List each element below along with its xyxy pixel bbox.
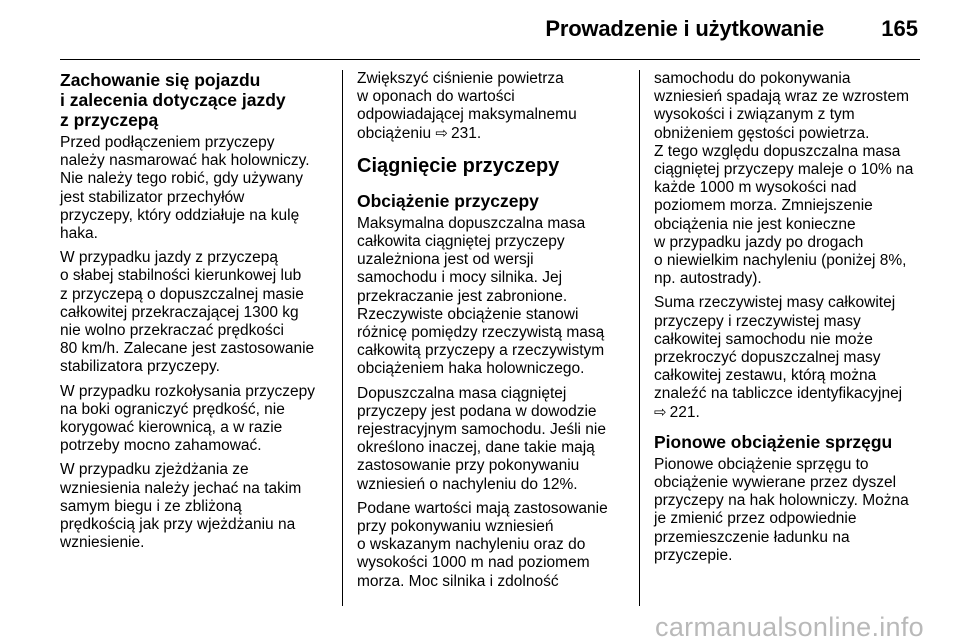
paragraph	[654, 294, 922, 421]
paragraph	[357, 500, 625, 591]
text-line: o wskazanym nachyleniu oraz do	[357, 536, 586, 554]
text-line: Pionowe obciążenie sprzęgu to	[654, 455, 869, 473]
heading-line: i zalecenia dotyczące jazdy	[60, 90, 286, 110]
paragraph	[357, 70, 625, 143]
text-line: Suma rzeczywistej masy całkowitej	[654, 294, 896, 312]
text-line: należy nasmarować hak holowniczy.	[60, 152, 310, 170]
text-line: przy pokonywaniu wzniesień	[357, 518, 554, 536]
text-line: o niewielkim nachyleniu (poniżej 8%,	[654, 252, 907, 270]
text-line: korygować kierownicą, a w razie	[60, 419, 283, 437]
paragraph	[654, 70, 922, 288]
text-line: je zmienić przez odpowiednie	[654, 510, 857, 528]
text-line: stabilizatora przyczepy.	[60, 358, 220, 376]
text-fragment: obciążeniu	[357, 124, 432, 142]
text-line: przyczepy i rzeczywistej masy	[654, 312, 861, 330]
header-divider	[60, 59, 920, 60]
text-line: nie wolno przekraczać prędkości	[60, 322, 284, 340]
text-line: Podane wartości mają zastosowanie	[357, 499, 608, 517]
text-line: określono inaczej, dane takie mają	[357, 439, 595, 457]
text-line: przekroczyć dopuszczalnej masy	[654, 349, 881, 367]
text-line: Dopuszczalna masa ciągniętej	[357, 384, 567, 402]
text-line: wzniesienie.	[60, 534, 145, 552]
page-reference-arrow-icon: ⇨	[435, 124, 448, 142]
column-3	[654, 70, 922, 571]
text-line: Rzeczywiste obciążenie stanowi	[357, 305, 579, 323]
paragraph	[60, 134, 328, 243]
text-line: Przed podłączeniem przyczepy	[60, 134, 275, 151]
text-line: wzniesień spadają wraz ze wzrostem	[654, 88, 909, 106]
page-title: Prowadzenie i użytkowanie	[545, 16, 824, 41]
text-line: całkowitej zestawu, którą można	[654, 367, 877, 385]
text-line: obciążeniem haka holowniczego.	[357, 360, 585, 378]
text-line: obciążenie wywierane przez dyszel	[654, 474, 897, 492]
text-line: np. autostrady).	[654, 270, 762, 288]
page-reference-link[interactable]: 221.	[669, 403, 700, 421]
text-line: rejestracyjnym samochodu. Jeśli nie	[357, 421, 606, 439]
section-heading-driving-with-trailer	[60, 70, 328, 130]
text-line: potrzeby mocno zahamować.	[60, 437, 262, 455]
text-line: całkowitej samochodu nie może	[654, 330, 873, 348]
text-line: morza. Moc silnika i zdolność	[357, 572, 559, 590]
text-line: samochodu i mocy silnika. Jej	[357, 269, 563, 287]
paragraph	[60, 383, 328, 456]
text-line: w oponach do wartości	[357, 88, 515, 106]
page-number: 165	[881, 16, 918, 41]
text-line: haka.	[60, 225, 98, 243]
text-line	[357, 125, 625, 143]
text-line: wzniesień o nachyleniu do 12%.	[357, 475, 578, 493]
text-line: całkowitej przekraczającej 1300 kg	[60, 303, 299, 321]
text-line: przyczepy na hak holowniczy. Można	[654, 492, 909, 510]
text-line: poziomem morza. Zmniejszenie	[654, 197, 873, 215]
paragraph	[654, 456, 922, 565]
text-line: W przypadku jazdy z przyczepą	[60, 249, 278, 267]
heading-line: Zachowanie się pojazdu	[60, 70, 261, 90]
text-line: wysokości i związanym z tym	[654, 106, 855, 124]
text-line: zastosowanie przy pokonywaniu	[357, 457, 580, 475]
subsection-title-trailer-load: Obciążenie przyczepy	[357, 190, 539, 211]
text-line: przyczepy jest podana w dowodzie	[357, 402, 597, 420]
text-line: różnicę pomiędzy rzeczywistą masą	[357, 324, 605, 342]
text-line: samym biegu i ze zbliżoną	[60, 497, 242, 515]
text-line: przekraczanie jest zabronione.	[357, 287, 568, 305]
text-line: jest stabilizator przechyłów	[60, 188, 245, 206]
text-line: odpowiadającej maksymalnemu	[357, 106, 577, 124]
text-line: W przypadku zjeżdżania ze	[60, 461, 249, 479]
text-line: obniżeniem gęstości powietrza.	[654, 124, 870, 142]
text-line: o słabej stabilności kierunkowej lub	[60, 267, 302, 285]
text-line: przyczepie.	[654, 546, 733, 564]
text-line: znaleźć na tabliczce identyfikacyjnej	[654, 385, 903, 403]
text-line: każde 1000 m wysokości nad	[654, 179, 857, 197]
column-1	[60, 70, 328, 558]
text-line: ciągniętej przyczepy maleje o 10% na	[654, 161, 914, 179]
text-line: 80 km/h. Zalecane jest zastosowanie	[60, 340, 315, 358]
text-line: wzniesienia należy jechać na takim	[60, 479, 302, 497]
text-line: Maksymalna dopuszczalna masa	[357, 214, 586, 232]
text-line: W przypadku rozkołysania przyczepy	[60, 382, 315, 400]
text-line: samochodu do pokonywania	[654, 70, 851, 87]
subsection-title-coupling-load: Pionowe obciążenie sprzęgu	[654, 431, 893, 452]
paragraph	[60, 249, 328, 376]
section-title-trailer-towing: Ciągnięcie przyczepy	[357, 154, 560, 177]
paragraph	[60, 461, 328, 552]
paragraph	[357, 215, 625, 379]
text-line: Z tego względu dopuszczalna masa	[654, 142, 901, 160]
column-divider-2	[639, 70, 640, 606]
text-line: z przyczepą o dopuszczalnej masie	[60, 285, 304, 303]
text-line: Nie należy tego robić, gdy używany	[60, 170, 303, 188]
text-line: przemieszczenie ładunku na	[654, 528, 850, 546]
paragraph	[357, 385, 625, 494]
page-header	[0, 0, 960, 60]
text-line: na boki ograniczyć prędkość, nie	[60, 400, 285, 418]
page-reference-link[interactable]: 231.	[451, 124, 482, 142]
text-line: wysokości 1000 m nad poziomem	[357, 554, 590, 572]
watermark: carmanualsonline.info	[655, 612, 924, 642]
text-line: w przypadku jazdy po drogach	[654, 233, 864, 251]
text-line: całkowitą przyczepy a rzeczywistym	[357, 342, 605, 360]
page-reference-arrow-icon: ⇨	[654, 403, 667, 421]
column-2	[357, 70, 625, 597]
text-line: przyczepy, który oddziałuje na kulę	[60, 206, 300, 224]
text-line: Zwiększyć ciśnienie powietrza	[357, 70, 564, 87]
column-divider-1	[342, 70, 343, 606]
text-line	[654, 404, 922, 422]
text-line: całkowita ciągniętej przyczepy	[357, 233, 565, 251]
text-line: prędkością jak przy wjeżdżaniu na	[60, 516, 296, 534]
heading-line: z przyczepą	[60, 110, 159, 130]
text-line: uzależniona jest od wersji	[357, 251, 534, 269]
text-line: obciążenia nie jest konieczne	[654, 215, 856, 233]
